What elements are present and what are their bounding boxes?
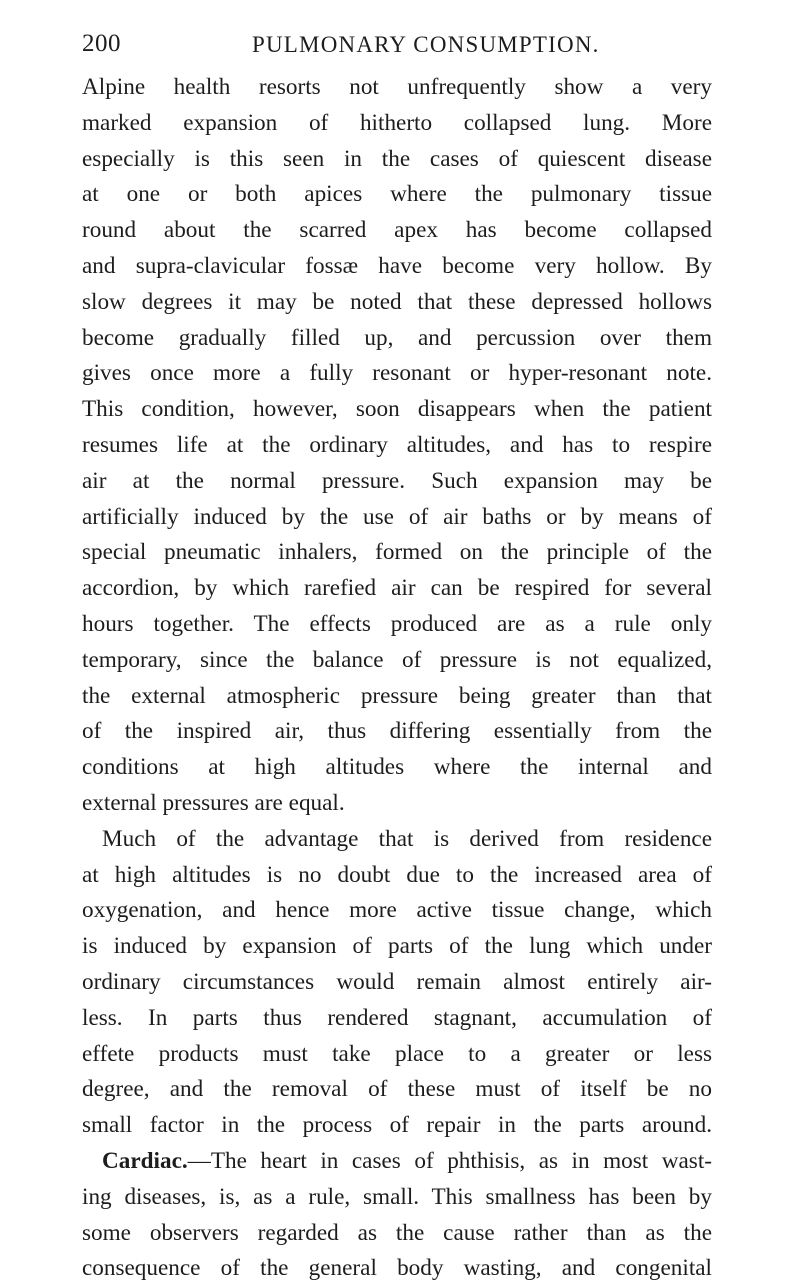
text-line: accordion, by which rarefied air can be respired for several	[82, 575, 712, 602]
text-line: effete products must take place to a greater or less	[82, 1040, 712, 1067]
paragraph-cardiac	[82, 1144, 712, 1287]
text-line: artificially induced by the use of air baths or by means of	[82, 503, 712, 530]
text-line: the external atmospheric pressure being greater than that	[82, 682, 712, 709]
paragraph-high-altitudes	[82, 822, 712, 1144]
text-line: less. In parts thus rendered stagnant, accumulation of	[82, 1004, 712, 1031]
running-header	[82, 30, 712, 64]
text-line: oxygenation, and hence more active tissue change, which	[82, 897, 712, 924]
text-line: ordinary circumstances would remain almost entirely air-	[82, 968, 712, 995]
text-line: especially is this seen in the cases of quiescent disease	[82, 145, 712, 172]
text-line: hours together. The effects produced are as a rule only	[82, 610, 712, 637]
text-line: conditions at high altitudes where the internal and	[82, 754, 712, 781]
text-line: round about the scarred apex has become collapsed	[82, 217, 712, 244]
text-line: resumes life at the ordinary altitudes, and has to respire	[82, 431, 712, 458]
text-line: marked expansion of hitherto collapsed lung. More	[82, 109, 712, 136]
text-line: Alpine health resorts not unfrequently show a very	[82, 74, 712, 100]
text-line: at one or both apices where the pulmonary tissue	[82, 181, 712, 208]
text-line: Much of the advantage that is derived from residence	[102, 825, 712, 852]
section-heading-cardiac: Cardiac.	[102, 1147, 188, 1174]
text-line: external pressures are equal.	[82, 789, 345, 816]
text-line: slow degrees it may be noted that these depressed hollows	[82, 288, 712, 315]
text-line: temporary, since the balance of pressure is not equalized,	[82, 646, 712, 673]
text-line: degree, and the removal of these must of itself be no	[82, 1076, 712, 1103]
text-line: some observers regarded as the cause rather than as the	[82, 1219, 712, 1246]
text-line: air at the normal pressure. Such expansion may be	[82, 467, 712, 494]
text-line: is induced by expansion of parts of the lung which under	[82, 933, 712, 960]
text-line	[82, 1144, 712, 1180]
page-number: 200	[82, 30, 121, 57]
text-line: and supra-clavicular fossæ have become very hollow. By	[82, 252, 712, 279]
text-line: of the inspired air, thus differing essentially from the	[82, 718, 712, 745]
text-line: at high altitudes is no doubt due to the increased area of	[82, 861, 712, 888]
text-line: become gradually filled up, and percussion over them	[82, 324, 712, 351]
text-line: special pneumatic inhalers, formed on the principle of the	[82, 539, 712, 566]
text-line: small factor in the process of repair in the parts around.	[82, 1112, 712, 1139]
paragraph-alpine-resorts	[82, 70, 712, 822]
running-title: PULMONARY CONSUMPTION.	[252, 32, 600, 57]
text-line: This condition, however, soon disappears when the patient	[82, 396, 712, 423]
text-run: —The heart in cases of phthisis, as in most wast-	[187, 1147, 712, 1174]
text-line: consequence of the general body wasting, and congenital	[82, 1255, 712, 1282]
body-text	[82, 70, 712, 1287]
text-line: ing diseases, is, as a rule, small. This smallness has been by	[82, 1183, 712, 1210]
text-line: gives once more a fully resonant or hyper-resonant note.	[82, 360, 712, 387]
